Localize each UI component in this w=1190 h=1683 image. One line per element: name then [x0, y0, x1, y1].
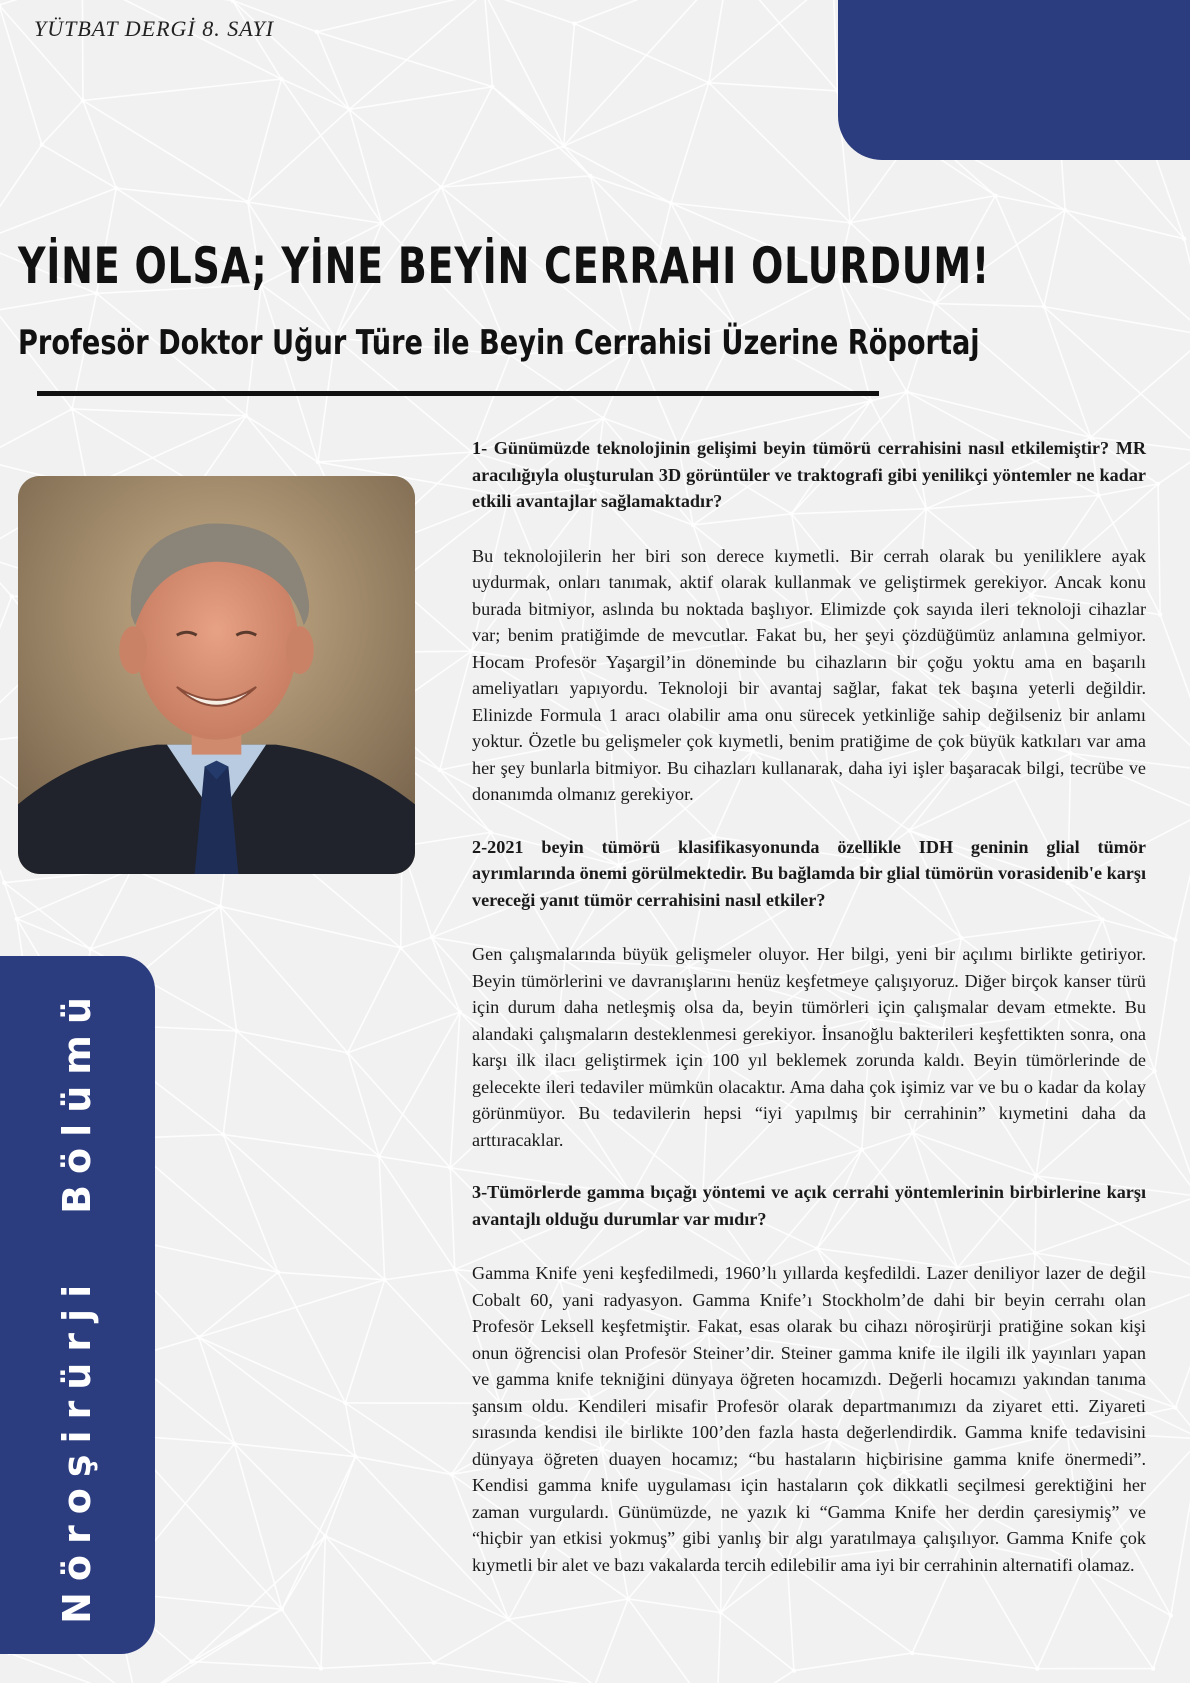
interviewee-photo	[18, 476, 415, 874]
section-side-tab	[0, 956, 155, 1654]
question-1: 1- Günümüzde teknolojinin gelişimi beyin tümörü cerrahisini nasıl etkilemiştir? MR aracılığıyla oluşturulan 3D görüntüler ve traktografi gibi yenilikçi yöntemler ne kadar etkili avantajlar sağlamaktadır?	[472, 438, 1146, 511]
section-name-word2: Bölümü	[55, 986, 99, 1214]
interview-body	[472, 435, 1146, 1604]
answer-1: Bu teknolojilerin her biri son derece kıymetli. Bir cerrah olarak bu yeniliklere ayak uydurmak, onları tanımak, aktif olarak kullanmak ve geliştirmek gerekiyor. Ancak konu burada bitmiyor, aslında bu noktada başlıyor. Elimizde çok sayıda ileri teknoloji cihazlar var; benim pratiğimde de mevcutlar. Fakat bu, her şeyi çözdüğümüz anlamına gelmiyor. Hocam Profesör Yaşargil’in döneminde bu cihazların bir çoğu yoktu ama en başarılı ameliyatları yapıyordu. Teknoloji bir avantaj sağlar, fakat tek başına yeterli değildir. Elinizde Formula 1 aracı olabilir ama onu sürecek yetkinliğe sahip değilseniz bir anlamı yoktur. Özetle bu gelişmeler çok kıymetli, benim pratiğime de çok büyük katkıları var ama her şey bunlarla bitmiyor. Bu cihazları kullanarak, daha iyi işler başaracak bilgi, tecrübe ve donanımda olmanız gerekiyor.	[472, 545, 1146, 804]
page-subtitle: Profesör Doktor Uğur Türe ile Beyin Cerrahisi Üzerine Röportaj	[18, 323, 980, 363]
section-name-word1: Nöroşirürji	[55, 1273, 99, 1624]
title-divider	[37, 391, 879, 396]
page-title: YİNE OLSA; YİNE BEYİN CERRAHI OLURDUM!	[18, 237, 990, 295]
corner-accent-block	[838, 0, 1190, 160]
question-3: 3-Tümörlerde gamma bıçağı yöntemi ve açık cerrahi yöntemlerinin birbirlerine karşı avantajlı olduğu durumlar var mıdır?	[472, 1182, 1146, 1229]
magazine-issue-label: YÜTBAT DERGİ 8. SAYI	[34, 16, 275, 41]
section-side-label	[55, 986, 99, 1624]
answer-2: Gen çalışmalarında büyük gelişmeler oluyor. Her bilgi, yeni bir açılımı birlikte getiriyor. Beyin tümörlerini ve davranışlarını henüz keşfetmeye çalışıyoruz. Diğer birçok kanser türü için durum daha netleşmiş olsa da, beyin tümörleri için çalışmalar devam etmekte. Bu alandaki çalışmaların desteklenmesi gerekiyor. İnsanoğlu bakterileri keşfettikten sonra, ona karşı ilk ilacı geliştirmek için 100 yıl beklemek zorunda kaldı. Beyin tümörlerinde de gelecekte ileri tedaviler mümkün olacaktır. Ama daha çok işimiz var ve bu o kadar da kolay görünmüyor. Bu tedavilerin hepsi “iyi yapılmış bir cerrahinin” kıymetini daha da arttıracaklar.	[472, 944, 1146, 1150]
answer-3: Gamma Knife yeni keşfedilmedi, 1960’lı yıllarda keşfedildi. Lazer deniliyor lazer de değil Cobalt 60, yani radyasyon. Gamma Knife’ı Stockholm’de dahi bir beyin cerrahı olan Profesör Leksell keşfetmiştir. Fakat, esas olarak bu cihazı nöroşirürji pratiğine sokan kişi onun öğrencisi olan Profesör Steiner’dir. Steiner gamma knife ile ilgili ilk yayınları yapan ve gamma knife tekniğini dünyaya öğreten hocamızdı. Değerli hocamızı yakından tanıma şansım oldu. Kendileri misafir Profesör olarak departmanımızı da ziyaret etti. Ziyareti sırasında kendisi ile birlikte 100’den fazla hasta değerlendirdik. Gamma knife tedavisini dünyaya öğreten duayen hocamız; “bu hastaların hiçbirisine gamma knife önermedi”. Kendisi gamma knife uygulaması için hastaların çok dikkatli seçilmesi gerektiğini her zaman vurgulardı. Günümüzde, ne yazık ki “Gamma Knife her derdin çaresiymiş” ve “hiçbir yan etkisi yokmuş” gibi yanlış bir algı yaratılmaya çalışılıyor. Gamma Knife çok kıymetli bir alet ve bazı vakalarda tercih edilebilir ama iyi bir cerrahinin alternatifi olamaz.	[472, 1263, 1146, 1575]
question-2: 2-2021 beyin tümörü klasifikasyonunda özellikle IDH geninin glial tümör ayrımlarında önemi görülmektedir. Bu bağlamda bir glial tümörün vorasidenib'e karşı vereceği yanıt tümör cerrahisini nasıl etkiler?	[472, 836, 1147, 910]
